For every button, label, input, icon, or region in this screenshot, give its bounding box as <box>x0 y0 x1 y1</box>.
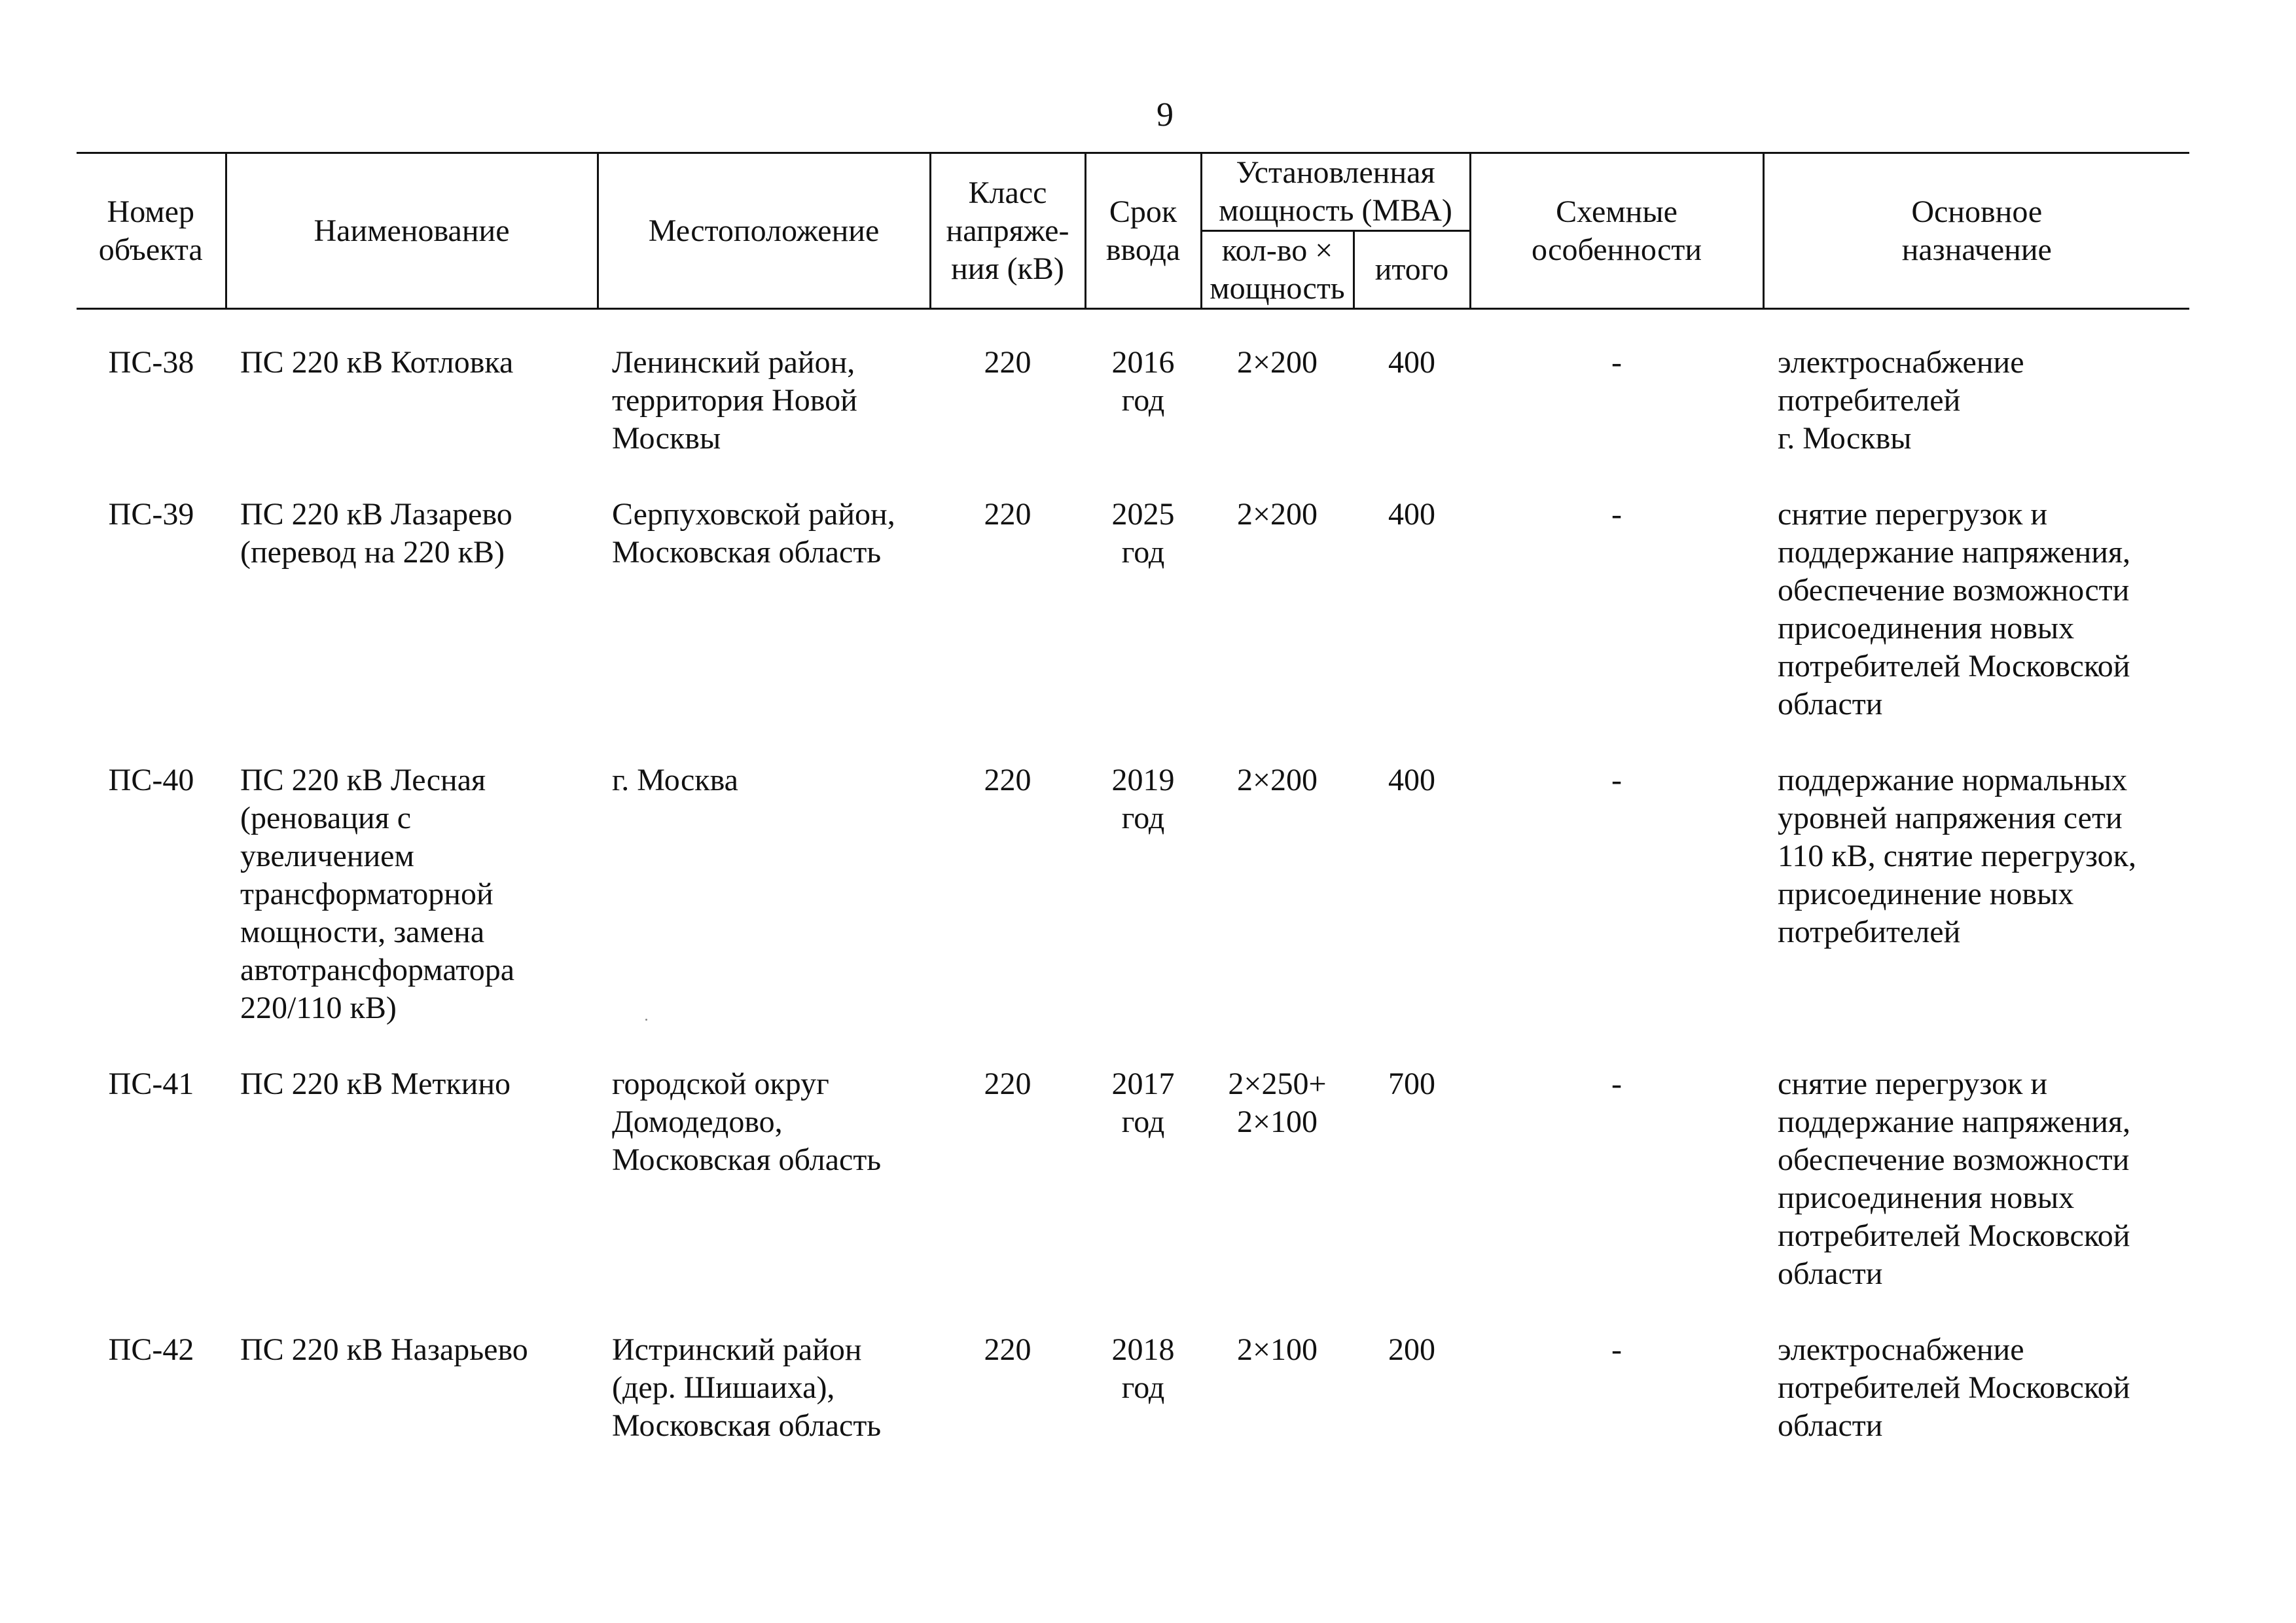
cell-voltage: 220 <box>984 345 1031 380</box>
cell-purpose: электроснабжение потребителей Московской области <box>1778 1332 2130 1443</box>
cell-scheme: - <box>1611 1332 1622 1367</box>
cell-location: г. Москва <box>612 763 738 797</box>
cell-year: 2018 год <box>1111 1332 1175 1405</box>
cell-total: 400 <box>1388 763 1435 797</box>
cell-purpose: электроснабжение потребителей г. Москвы <box>1778 345 2024 456</box>
cell-qty-power: 2×250+ 2×100 <box>1228 1067 1327 1139</box>
cell-scheme: - <box>1611 763 1622 797</box>
cell-location: городской округ Домодедово, Московская область <box>612 1067 882 1177</box>
cell-number: ПС-39 <box>108 497 194 532</box>
header-qty-power: кол-во × мощность <box>1201 231 1354 309</box>
substations-table <box>77 152 2189 1445</box>
cell-total: 200 <box>1388 1332 1435 1367</box>
cell-qty-power: 2×100 <box>1236 1332 1318 1367</box>
cell-purpose: поддержание нормальных уровней напряжения сети 110 кВ, снятие перегрузок, присоединение новых потребителей <box>1778 763 2136 949</box>
cell-qty-power: 2×200 <box>1236 345 1318 380</box>
cell-year: 2016 год <box>1111 345 1175 418</box>
table-row <box>77 1065 2189 1331</box>
cell-total: 400 <box>1388 497 1435 532</box>
cell-voltage: 220 <box>984 1067 1031 1101</box>
cell-number: ПС-40 <box>108 763 194 797</box>
header-main-purpose: Основное назначение <box>1763 153 2189 309</box>
cell-name: ПС 220 кВ Лесная (реновация с увеличением трансформаторной мощности, замена автотрансформатора 220/110 кВ) <box>240 763 515 1025</box>
table-body <box>77 309 2189 1446</box>
header-location: Местоположение <box>598 153 930 309</box>
cell-name: ПС 220 кВ Лазарево (перевод на 220 кВ) <box>240 497 512 570</box>
cell-year: 2025 год <box>1111 497 1175 570</box>
cell-voltage: 220 <box>984 763 1031 797</box>
header-object-number: Номер объекта <box>77 153 226 309</box>
header-installed-capacity: Установленная мощность (МВА) <box>1201 153 1470 231</box>
cell-scheme: - <box>1611 1067 1622 1101</box>
cell-number: ПС-38 <box>108 345 194 380</box>
table-row <box>77 344 2189 496</box>
cell-name: ПС 220 кВ Назарьево <box>240 1332 528 1367</box>
cell-scheme: - <box>1611 497 1622 532</box>
cell-name: ПС 220 кВ Котловка <box>240 345 514 380</box>
cell-total: 400 <box>1388 345 1435 380</box>
cell-name: ПС 220 кВ Меткино <box>240 1067 511 1101</box>
header-voltage-class: Класс напряже- ния (кВ) <box>930 153 1085 309</box>
cell-qty-power: 2×200 <box>1236 763 1318 797</box>
header-name: Наименование <box>226 153 598 309</box>
header-scheme-features: Схемные особенности <box>1470 153 1763 309</box>
cell-year: 2017 год <box>1111 1067 1175 1139</box>
cell-number: ПС-41 <box>108 1067 194 1101</box>
cell-purpose: снятие перегрузок и поддержание напряжения, обеспечение возможности присоединения новых потребителей Московской области <box>1778 1067 2131 1291</box>
header-total: итого <box>1354 231 1470 309</box>
scan-speck <box>645 1019 647 1021</box>
header-commissioning: Срок ввода <box>1085 153 1201 309</box>
cell-location: Серпуховской район, Московская область <box>612 497 895 570</box>
cell-number: ПС-42 <box>108 1332 194 1367</box>
cell-qty-power: 2×200 <box>1236 497 1318 532</box>
cell-total: 700 <box>1388 1067 1435 1101</box>
cell-voltage: 220 <box>984 497 1031 532</box>
cell-location: Ленинский район, территория Новой Москвы <box>612 345 857 456</box>
table-row <box>77 1331 2189 1445</box>
table-row <box>77 761 2189 1065</box>
table-row <box>77 496 2189 761</box>
table-header <box>77 153 2189 309</box>
cell-year: 2019 год <box>1111 763 1175 835</box>
cell-purpose: снятие перегрузок и поддержание напряжения, обеспечение возможности присоединения новых потребителей Московской области <box>1778 497 2131 721</box>
page-number: 9 <box>1157 96 1174 134</box>
cell-location: Истринский район (дер. Шишаиха), Московская область <box>612 1332 882 1443</box>
cell-scheme: - <box>1611 345 1622 380</box>
cell-voltage: 220 <box>984 1332 1031 1367</box>
